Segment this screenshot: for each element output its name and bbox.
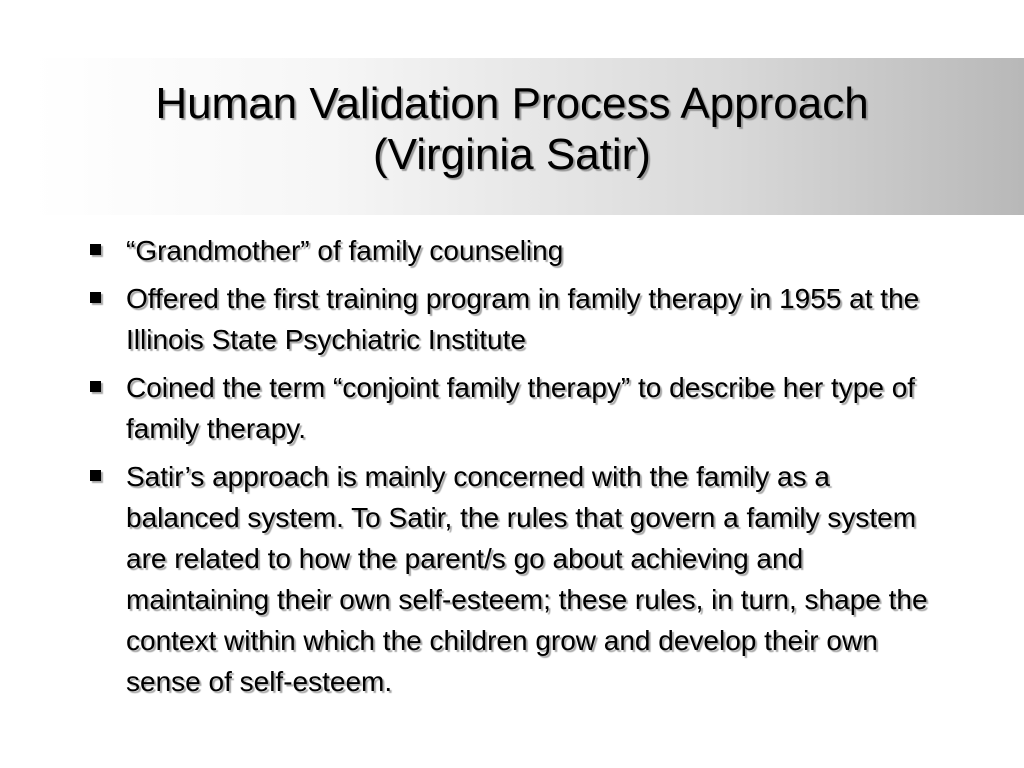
bullet-list [88,230,948,709]
bullet-item [88,456,948,702]
bullet-item [88,230,948,271]
square-bullet-icon [90,292,101,303]
slide-title [32,78,992,180]
bullet-text: Coined the term “conjoint family therapy” to describe her type of family therapy. [126,372,916,444]
square-bullet-icon [90,470,101,481]
square-bullet-icon [90,244,101,255]
bullet-text: Satir’s approach is mainly concerned with the family as a balanced system. To Satir, the rules that govern a family system are related to how the parent/s go about achieving and maintaining their own self-esteem; these rules, in turn, shape the context within which the children grow and develop their own sense of self-esteem. [126,461,928,697]
slide-title-line-2: (Virginia Satir) [373,130,651,179]
slide-title-line-1: Human Validation Process Approach [155,79,869,128]
bullet-item [88,367,948,449]
bullet-item [88,278,948,360]
bullet-text: Offered the first training program in family therapy in 1955 at the Illinois State Psychiatric Institute [126,283,920,355]
square-bullet-icon [90,381,101,392]
bullet-text: “Grandmother” of family counseling [126,235,564,266]
